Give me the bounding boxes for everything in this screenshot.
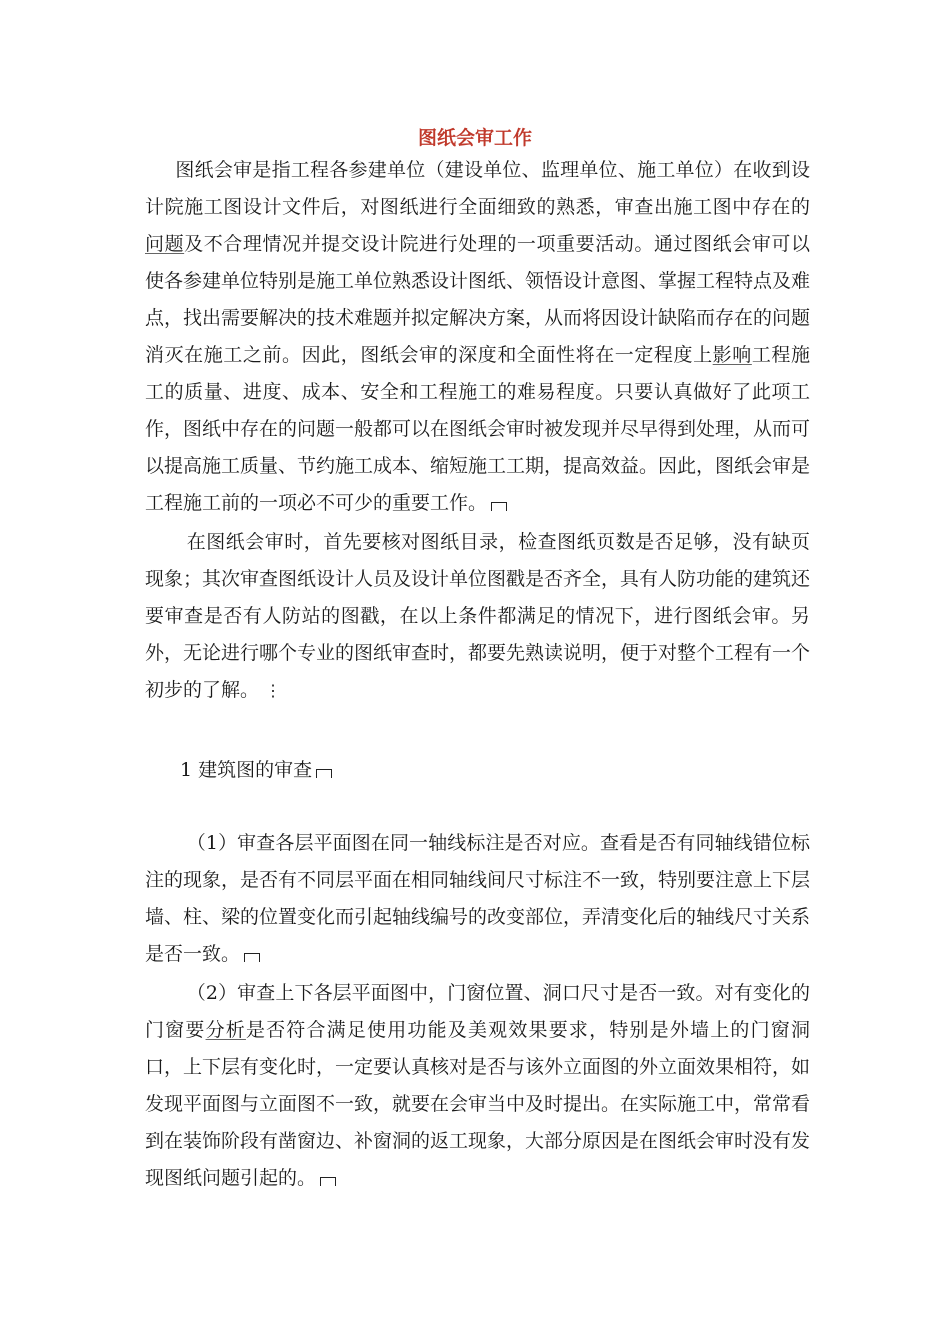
paragraph-mark-icon [320, 1177, 336, 1186]
item-text: （1）审查各层平面图在同一轴线标注是否对应。查看是否有同轴线错位标注的现象，是否有不同层平面在相同轴线间尺寸标注不一致，特别要注意上下层墙、柱、梁的位置变化而引起轴线编号的改变部位，弄清变化后的轴线尺寸关系是否一致。 [145, 832, 811, 965]
paragraph-text: 在图纸会审时，首先要核对图纸目录，检查图纸页数是否足够，没有缺页现象；其次审查图纸设计人员及设计单位图戳是否齐全，具有人防功能的建筑还要审查是否有人防站的图戳，在以上条件都满足的情况下，进行图纸会审。另外，无论进行哪个专业的图纸审查时，都要先熟读说明，便于对整个工程有一个初步的了解。 [145, 531, 811, 701]
paragraph-text: 工程施工的质量、进度、成本、安全和工程施工的难易程度。只要认真做好了此项工作，图纸中存在的问题一般都可以在图纸会审时被发现并尽早得到处理，从而可以提高施工质量、节约施工成本、缩短施工工期，提高效益。因此，图纸会审是工程施工前的一项必不可少的重要工作。 [145, 344, 811, 514]
document-title: 图纸会审工作 [417, 127, 532, 149]
vertical-dots-icon: ⋮ [265, 681, 282, 700]
paragraph-mark-icon [491, 502, 507, 511]
link-yingxiang[interactable]: 影响 [712, 344, 752, 366]
list-item-1 [145, 825, 810, 973]
paragraph-review-steps [145, 524, 810, 709]
link-wenti[interactable]: 问题 [145, 233, 185, 255]
paragraph-intro [145, 152, 810, 522]
item-text: 是否符合满足使用功能及美观效果要求，特别是外墙上的门窗洞口，上下层有变化时，一定要认真核对是否与该外立面图的外立面效果相符，如发现平面图与立面图不一致，就要在会审当中及时提出。在实际施工中，常常看到在装饰阶段有凿窗边、补窗洞的返工现象，大部分原因是在图纸会审时没有发现图纸问题引起的。 [145, 1019, 811, 1189]
section-heading-architecture [180, 756, 332, 784]
paragraph-text: 图纸会审是指工程各参建单位（建设单位、监理单位、施工单位）在收到设计院施工图设计文件后，对图纸进行全面细致的熟悉，审查出施工图中存在的 [145, 159, 810, 218]
paragraph-text: 及不合理情况并提交设计院进行处理的一项重要活动。通过图纸会审可以使各参建单位特别是施工单位熟悉设计图纸、领悟设计意图、掌握工程特点及难点，找出需要解决的技术难题并拟定解决方案，从而将因设计缺陷而存在的问题消灭在施工之前。因此，图纸会审的深度和全面性将在一定程度上 [145, 233, 811, 366]
heading-text: 1 建筑图的审查 [180, 759, 313, 781]
list-item-2 [145, 975, 810, 1197]
link-fenxi[interactable]: 分析 [205, 1019, 246, 1041]
item-text: （2）审查上下各层平面图中，门窗位置、洞口尺寸是否一致。对有变化的门窗要 [145, 982, 810, 1041]
paragraph-mark-icon [316, 769, 332, 778]
paragraph-mark-icon [244, 953, 260, 962]
